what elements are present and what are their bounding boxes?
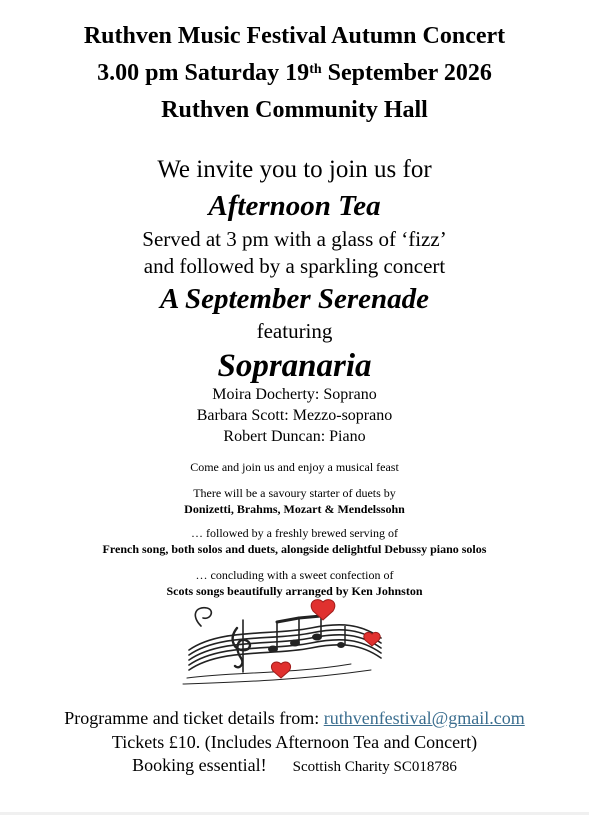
music-staff-hearts-icon: [181, 598, 389, 690]
festival-email-link[interactable]: ruthvenfestival@gmail.com: [323, 708, 525, 728]
concert-datetime: [0, 59, 589, 87]
datetime-ordinal: th: [309, 62, 322, 77]
festival-title: Ruthven Music Festival Autumn Concert: [83, 23, 506, 49]
booking-note: Booking essential!: [132, 755, 267, 775]
performer-piano: Robert Duncan: Piano: [223, 428, 366, 445]
venue: Ruthven Community Hall: [161, 97, 428, 123]
datetime-main: 3.00 pm Saturday 19: [97, 60, 310, 86]
booking-line: [0, 754, 589, 778]
served-line: Served at 3 pm with a glass of ‘fizz’: [142, 227, 447, 251]
charity-number: Scottish Charity SC018786: [292, 759, 457, 775]
dessert-detail: Scots songs beautifully arranged by Ken Johnston: [166, 584, 423, 598]
concert-title: A September Serenade: [159, 283, 430, 315]
tickets-line: Tickets £10. (Includes Afternoon Tea and Concert): [111, 732, 478, 752]
event-name: Afternoon Tea: [208, 190, 381, 222]
starter-detail: Donizetti, Brahms, Mozart & Mendelssohn: [184, 502, 405, 516]
main-intro: … followed by a freshly brewed serving of: [191, 526, 398, 540]
main-detail: French song, both solos and duets, alongside delightful Debussy piano solos: [102, 542, 487, 556]
followed-line: and followed by a sparkling concert: [143, 254, 446, 278]
datetime-rest: September 2026: [321, 60, 492, 86]
featuring-label: featuring: [256, 319, 333, 343]
details-line: [0, 707, 589, 729]
invite-intro: We invite you to join us for: [157, 156, 432, 183]
performer-soprano: Moira Docherty: Soprano: [212, 386, 377, 403]
programme-intro: Come and join us and enjoy a musical feast: [190, 460, 399, 474]
details-label: Programme and ticket details from:: [64, 708, 324, 728]
group-name: Sopranaria: [217, 348, 372, 384]
starter-intro: There will be a savoury starter of duets by: [193, 486, 396, 500]
dessert-intro: … concluding with a sweet confection of: [195, 568, 394, 582]
performer-mezzo: Barbara Scott: Mezzo-soprano: [196, 407, 393, 424]
